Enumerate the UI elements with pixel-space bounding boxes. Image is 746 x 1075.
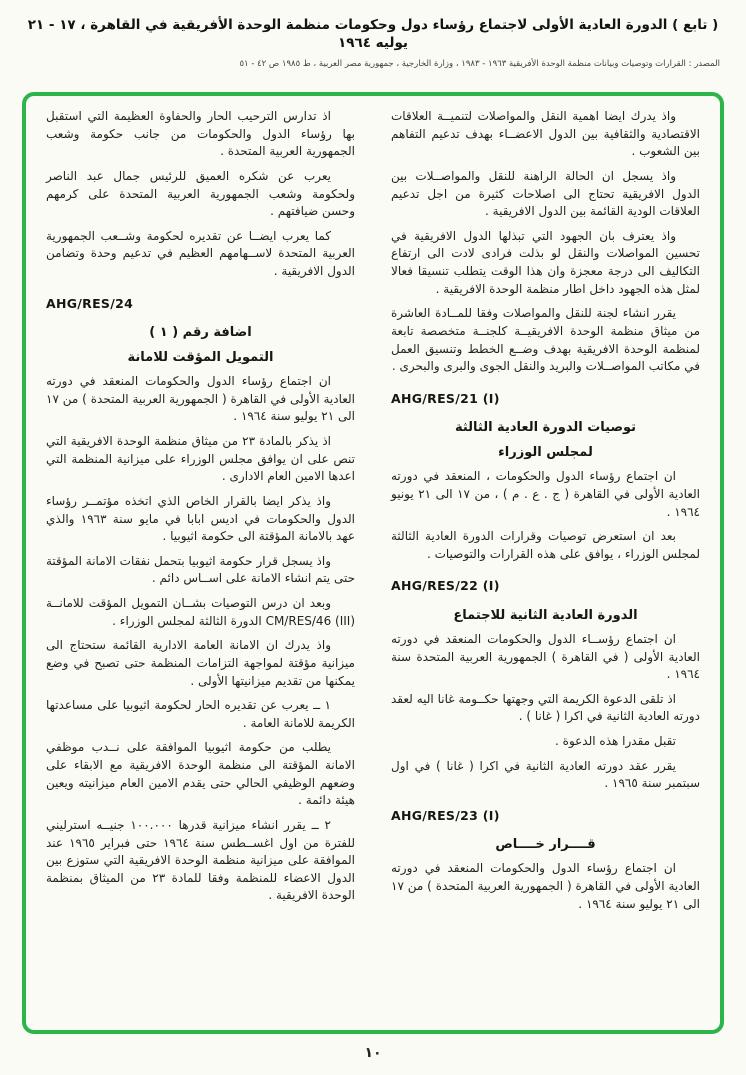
paragraph: اذ تلقى الدعوة الكريمة التي وجهتها حكــومة غانا اليه لعقد دورته العادية الثانية في اكرا ( غانا ) . <box>391 691 700 724</box>
paragraph: واذ يدرك ان الامانة العامة الادارية القائمة ستحتاج الى ميزانية مؤقتة لمواجهة التزامات المنظمة حتى تصبح في وضع يمكنها من تقديم ميزانيتها الأولى . <box>46 638 355 688</box>
resolution-code: AHG/RES/23 (I) <box>391 807 500 823</box>
paragraph: ٢ ــ يقرر انشاء ميزانية قدرها ١٠٠.٠٠٠ جنيــه استرليني للفترة من اول اغســطس سنة ١٩٦٤ حتى فبراير ١٩٦٥ عند الموافقة على ميزانية منظمة الوحدة الافريقية التي ستوزع بين الدول الاعضاء للمنظمة وفقا للمادة ٢٣ من الميثاق بمنظمة الوحدة الافريقية . <box>46 817 355 903</box>
section-heading: توصيات الدورة العادية الثالثة <box>454 420 637 436</box>
paragraph: يقرر انشاء لجنة للنقل والمواصلات وفقا للمــادة العاشرة من ميثاق منظمة الوحدة الافريقيــة كلجنــة متخصصة تابعة لمنظمة الوحدة الافريقية بهدف وضــع الخطط وتنسيق العمل في مكاتب المواصــلات والبريد والنقل الجوى والبرى والبحرى . <box>391 306 700 374</box>
header-source: المصدر : القرارات وتوصيات وبيانات منظمة الوحدة الأفريقية ١٩٦٣ - ١٩٨٣ ، وزارة الخارجية ، جمهورية مصر العربية ، ط ١٩٨٥ ص ٤٢ - ٥١ <box>239 59 720 70</box>
paragraph: ان اجتماع رؤســاء الدول والحكومات المنعقد في دورته العادية الأولى ( في القاهرة ) الجمهورية العربية المتحدة سنة ١٩٦٤ . <box>391 631 700 682</box>
section-heading: التمويل المؤقت للامانة <box>127 350 274 366</box>
section-heading: قــــرار خــــاص <box>495 837 596 853</box>
resolution-code: AHG/RES/24 <box>46 295 134 311</box>
paragraph: يعرب عن شكره العميق للرئيس جمال عبد الناصر ولحكومة وشعب الجمهورية العربية المتحدة على كرمهم وحسن ضيافتهم . <box>46 168 355 219</box>
paragraph: اذ تدارس الترحيب الحار والحفاوة العظيمة التي استقبل بها رؤساء الدول والحكومات من جانب حكومة وشعب الجمهورية العربية المتحدة . <box>46 109 355 159</box>
paragraph: واذ يسجل قرار حكومة اثيوبيا بتحمل نفقات الامانة المؤقتة حتى يتم انشاء الامانة على اســاس دائم . <box>46 553 355 586</box>
column-left <box>46 108 355 1022</box>
section-heading: الدورة العادية الثانية للاجتماع <box>453 607 638 623</box>
page-number: ١٠ <box>364 1045 382 1061</box>
paragraph: يقرر عقد دورته العادية الثانية في اكرا ( غانا ) في اول سبتمبر سنة ١٩٦٥ . <box>391 758 700 791</box>
paragraph: ان اجتماع رؤساء الدول والحكومات المنعقد في دورته العادية الأولى في القاهرة ( الجمهورية العربية المتحدة ) من ١٧ الى ٢١ يوليو سنة ١٩٦٤ . <box>391 861 700 911</box>
resolution-code: AHG/RES/21 (I) <box>391 390 500 406</box>
paragraph: ان اجتماع رؤساء الدول والحكومات المنعقد في دورته العادية الأولى في القاهرة ( الجمهورية العربية المتحدة ) من ١٧ الى ٢١ يوليو سنة ١٩٦٤ . <box>46 374 355 424</box>
paragraph: تقبل مقدرا هذه الدعوة . <box>555 734 676 749</box>
document-frame <box>22 92 724 1034</box>
paragraph: واذ يدرك ايضا اهمية النقل والمواصلات لتنميــة العلاقات الاقتصادية والثقافية بين الدول الاعضــاء بهدف تدعيم التفاهم بين الشعوب . <box>391 109 700 159</box>
paragraph: واذ يسجل ان الحالة الراهنة للنقل والمواصــلات بين الدول الافريقية تحتاج الى اصلاحات كثيرة من اجل تدعيم العلاقات الودية القائمة بين الدول الافريقية . <box>391 168 700 219</box>
paragraph: واذ يعترف بان الجهود التي تبذلها الدول الافريقية في تحسين المواصلات والنقل لو بذلت فرادى لادت الى ارتفاع التكاليف الى درجة معجزة وان هذا الوقت يتطلب تنسيقا فعالا لمثل هذه الجهود داخل اطار منظمة الوحدة الافريقية . <box>391 228 700 296</box>
paragraph: واذ يذكر ايضا بالقرار الخاص الذي اتخذه مؤتمــر رؤساء الدول والحكومات في اديس ابابا في مايو سنة ١٩٦٣ والذي عهد بالامانة المؤقتة الى حكومة اثيوبيا . <box>46 493 355 544</box>
paragraph: كما يعرب ايضــا عن تقديره لحكومة وشــعب الجمهورية العربية المتحدة لاســهامهم العظيم في تدعيم وحدة وتضامن الدول الافريقية . <box>46 228 355 278</box>
paragraph: بعد ان استعرض توصيات وقرارات الدورة العادية الثالثة لمجلس الوزراء ، يوافق على هذه القرارات والتوصيات . <box>391 529 700 561</box>
column-right <box>391 108 700 1022</box>
paragraph: وبعد ان درس التوصيات بشــان التمويل المؤقت للامانــة CM/RES/46 (III) الدورة الثالثة لمجلس الوزراء . <box>46 596 355 628</box>
paragraph: ١ ــ يعرب عن تقديره الحار لحكومة اثيوبيا على مساعدتها الكريمة للامانة العامة . <box>46 698 355 730</box>
paragraph: اذ يذكر بالمادة ٢٣ من ميثاق منظمة الوحدة الافريقية التي تنص على ان يوافق مجلس الوزراء على ميزانية المنظمة التي اعدها الامين العام الادارى . <box>46 434 355 484</box>
section-heading: لمجلس الوزراء <box>498 445 593 461</box>
document-header <box>0 0 746 69</box>
section-heading: اضافة رقم ( ١ ) <box>149 325 252 340</box>
resolution-code: AHG/RES/22 (I) <box>391 578 500 594</box>
header-title: ( تابع ) الدورة العادية الأولى لاجتماع رؤساء دول وحكومات منظمة الوحدة الأفريقية في القاهرة ، ١٧ - ٢١ يوليه ١٩٦٤ <box>27 17 719 52</box>
paragraph: يطلب من حكومة اثيوبيا الموافقة على نــدب موظفي الامانة المؤقتة الى منظمة الوحدة الافريقية مع الابقاء على وضعهم الوظيفي الحالي حتى يقدم الامين العام ميزانيته ويعين هيئة دائمة . <box>46 740 355 808</box>
paragraph: ان اجتماع رؤساء الدول والحكومات ، المنعقد في دورته العادية الأولى في القاهرة ( ج . ع . م ) ، من ١٧ الى ٢١ يونيو ١٩٦٤ . <box>391 469 701 519</box>
